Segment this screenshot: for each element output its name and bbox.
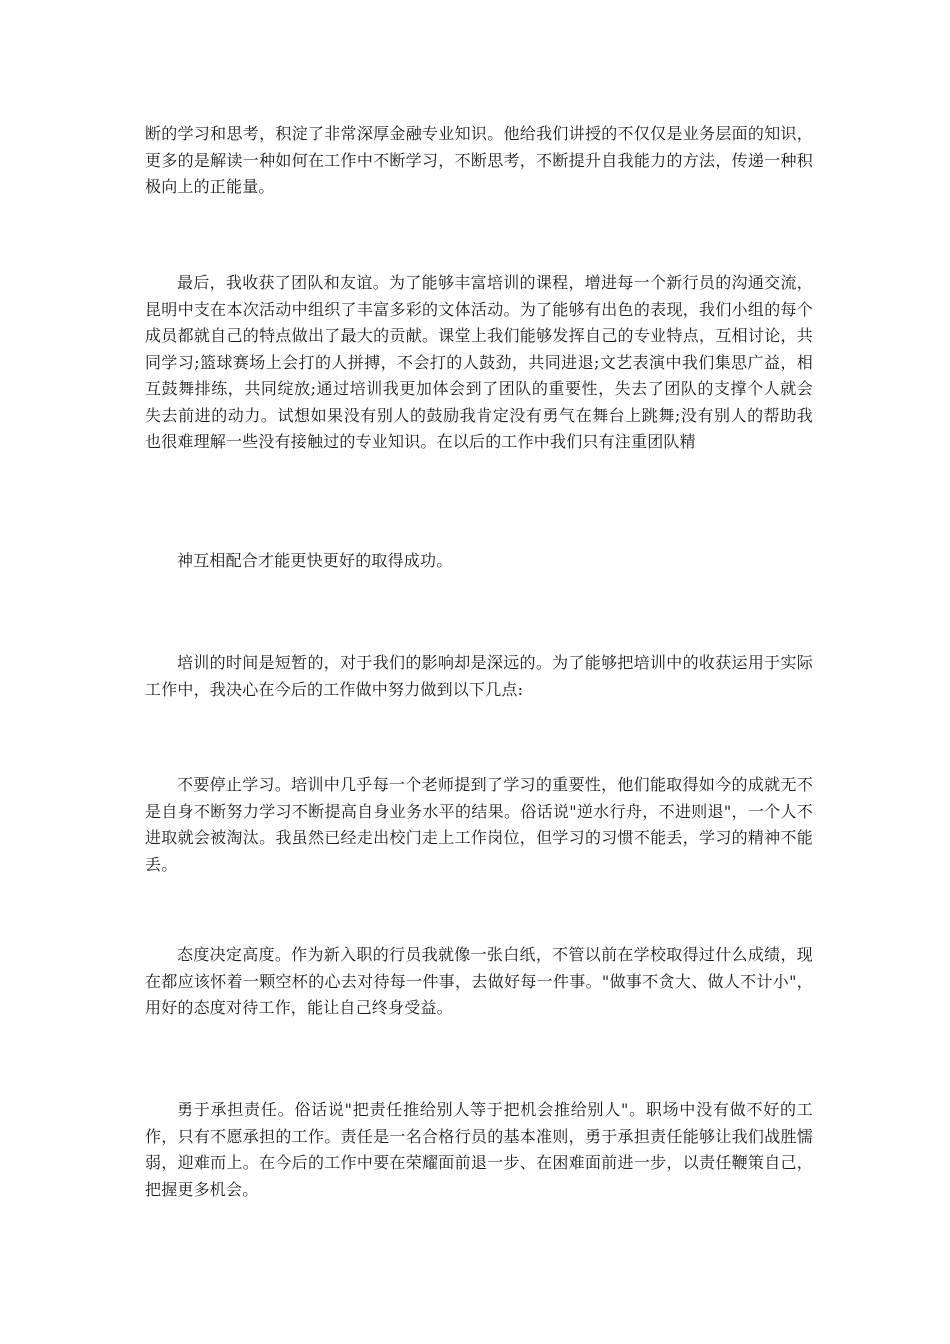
paragraph-team-spirit-end: 神互相配合才能更快更好的取得成功。	[177, 551, 453, 570]
paragraph-keep-learning: 不要停止学习。培训中几乎每一个老师提到了学习的重要性，他们能取得如今的成就无不是自身不断努力学习不断提高自身业务水平的结果。俗话说"逆水行舟，不进则退"，一个人不进取就会被淘汰。我虽然已经走出校门走上工作岗位，但学习的习惯不能丢，学习的精神不能丢。	[145, 775, 813, 874]
paragraph-attitude: 态度决定高度。作为新入职的行员我就像一张白纸，不管以前在学校取得过什么成绩，现在都应该怀着一颗空杯的心去对待每一件事，去做好每一件事。"做事不贪大、做人不计小"，用好的态度对待工作，能让自己终身受益。	[145, 945, 813, 1017]
paragraph-team-friendship: 最后，我收获了团队和友谊。为了能够丰富培训的课程，增进每一个新行员的沟通交流，昆明中支在本次活动中组织了丰富多彩的文体活动。为了能够有出色的表现，我们小组的每个成员都就自己的特点做出了最大的贡献。课堂上我们能够发挥自己的专业特点，互相讨论，共同学习;篮球赛场上会打的人拼搏，不会打的人鼓劲，共同进退;文艺表演中我们集思广益，相互鼓舞排练，共同绽放;通过培训我更加体会到了团队的重要性，失去了团队的支撑个人就会失去前进的动力。试想如果没有别人的鼓励我肯定没有勇气在舞台上跳舞;没有别人的帮助我也很难理解一些没有接触过的专业知识。在以后的工作中我们只有注重团队精	[145, 273, 813, 451]
paragraph-continuation: 断的学习和思考，积淀了非常深厚金融专业知识。他给我们讲授的不仅仅是业务层面的知识，更多的是解读一种如何在工作中不断学习，不断思考，不断提升自我能力的方法，传递一种积极向上的正能量。	[145, 124, 813, 196]
paragraph-responsibility: 勇于承担责任。俗话说"把责任推给别人等于把机会推给别人"。职场中没有做不好的工作，只有不愿承担的工作。责任是一名合格行员的基本准则，勇于承担责任能够让我们战胜懦弱，迎难而上。在今后的工作中要在荣耀面前退一步、在困难面前进一步，以责任鞭策自己，把握更多机会。	[145, 1100, 813, 1199]
paragraph-training-summary: 培训的时间是短暂的，对于我们的影响却是深远的。为了能够把培训中的收获运用于实际工作中，我决心在今后的工作做中努力做到以下几点:	[145, 653, 813, 699]
